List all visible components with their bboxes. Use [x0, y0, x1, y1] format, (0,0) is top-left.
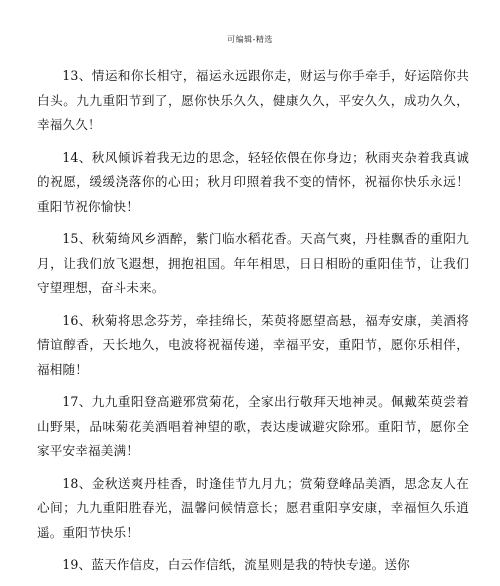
paragraph-14: 14、秋风倾诉着我无边的思念，轻轻依偎在你身边；秋雨夹杂着我真诚的祝愿，缓缓浇落你的心田；秋月印照着我不变的情怀，祝福你快乐永远！重阳节祝你愉快！ — [37, 149, 469, 214]
paragraph-13: 13、情运和你长相守，福运永远跟你走，财运与你手牵手，好运陪你共白头。九九重阳节到了，愿你快乐久久，健康久久，平安久久，成功久久，幸福久久！ — [37, 68, 469, 132]
paragraph-18: 18、金秋送爽丹桂香，时逢佳节九月九；赏菊登峰品美酒，思念友人在心间；九九重阳胜春光，温馨问候情意长；愿君重阳享安康，幸福恒久乐逍遥。重阳节快乐！ — [37, 475, 469, 540]
page-header: 可编辑-精选 — [227, 35, 273, 44]
document-body — [37, 64, 469, 586]
paragraph-15: 15、秋菊绮风乡酒醉，紫门临水稻花香。天高气爽，丹桂飘香的重阳九月，让我们放飞遐想，拥抱祖国。年年相思，日日相盼的重阳佳节，让我们守望理想，奋斗未来。 — [37, 231, 469, 295]
paragraph-19: 19、蓝天作信皮，白云作信纸，流星则是我的特快专递。送你 — [62, 557, 410, 572]
paragraph-17: 17、九九重阳登高避邪赏菊花，全家出行敬拜天地神灵。佩戴茱萸尝着山野果，品味菊花美酒唱着神望的歌，表达虔诚避灾除邪。重阳节，愿你全家平安幸福美满！ — [37, 394, 469, 458]
paragraph-16: 16、秋菊将思念芬芳，牵挂绵长，茱萸将愿望高悬，福寿安康，美酒将情谊醇香，天长地久，电波将祝福传递，幸福平安，重阳节，愿你乐相伴，福相随！ — [37, 312, 469, 377]
